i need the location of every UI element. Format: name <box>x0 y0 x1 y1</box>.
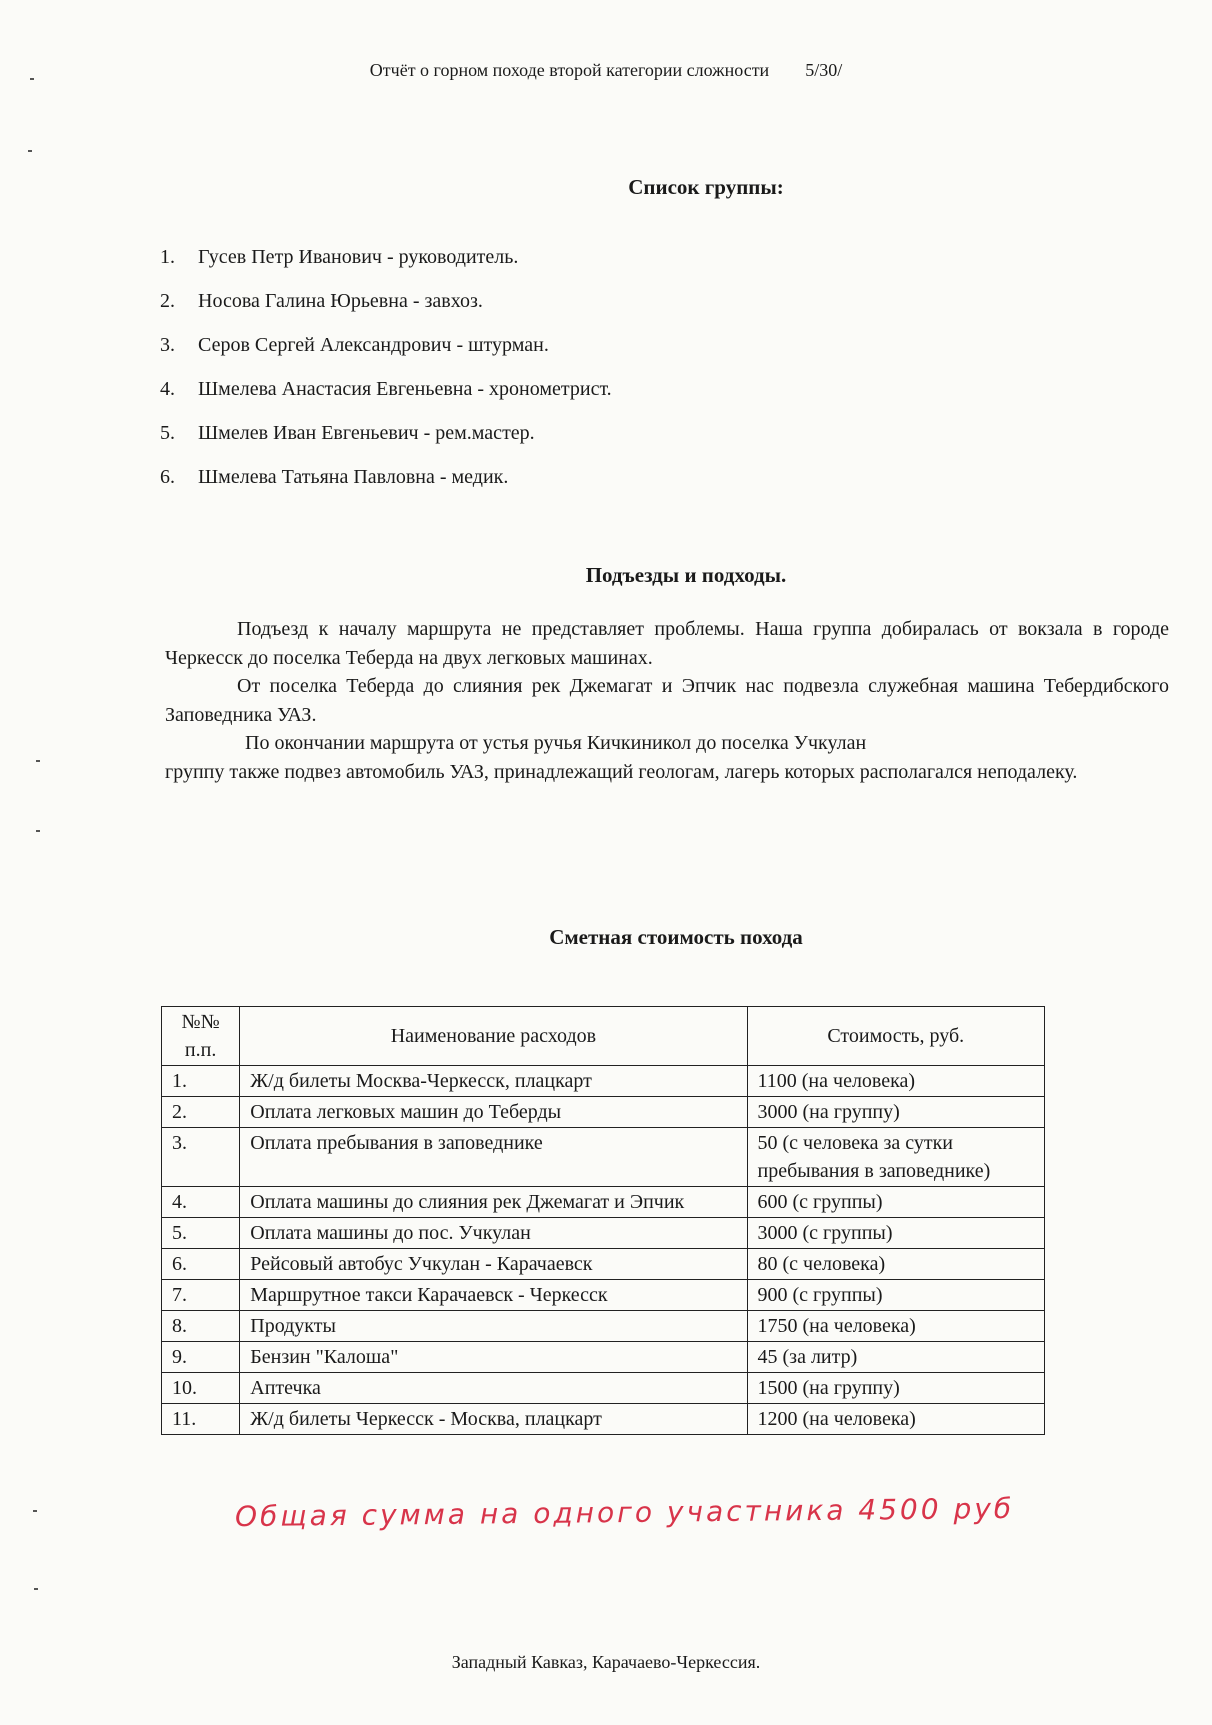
roads-paragraph-3-rest: группу также подвез автомобиль УАЗ, принадлежащий геологам, лагерь которых располагался неподалеку. <box>165 760 1078 783</box>
scan-speck <box>33 1510 37 1512</box>
cost-table <box>161 1006 1045 1435</box>
table-row: 8. Продукты 1750 (на человека) <box>162 1311 1045 1342</box>
scan-speck <box>28 150 32 152</box>
table-row: 2. Оплата легковых машин до Теберды 3000 (на группу) <box>162 1097 1045 1128</box>
roads-title: Подъезды и подходы. <box>585 563 787 587</box>
column-header-number: №№ п.п. <box>162 1007 240 1066</box>
page-header <box>0 60 1212 81</box>
list-item: 2. Носова Галина Юрьевна - завхоз. <box>160 290 483 312</box>
scan-speck <box>36 760 40 762</box>
list-item: 1. Гусев Петр Иванович - руководитель. <box>160 246 519 268</box>
page-footer: Западный Кавказ, Карачаево-Черкессия. <box>451 1652 761 1672</box>
cost-title: Сметная стоимость похода <box>549 925 803 949</box>
scan-speck <box>30 78 34 80</box>
table-row: 7. Маршрутное такси Карачаевск - Черкесск 900 (с группы) <box>162 1280 1045 1311</box>
list-item: 4. Шмелева Анастасия Евгеньевна - хронометрист. <box>160 378 612 400</box>
table-row: 9. Бензин "Калоша" 45 (за литр) <box>162 1342 1045 1373</box>
table-row: 1. Ж/д билеты Москва-Черкесск, плацкарт 1100 (на человека) <box>162 1066 1045 1097</box>
roads-paragraph-2: От поселка Теберда до слияния рек Джемагат и Эпчик нас подвезла служебная машина Тебердибского Заповедника УАЗ. <box>165 675 1169 726</box>
report-title: Отчёт о горном походе второй категории сложности <box>369 60 770 80</box>
scan-speck <box>36 830 40 832</box>
table-row: 6. Рейсовый автобус Учкулан - Карачаевск 80 (с человека) <box>162 1249 1045 1280</box>
list-item: 6. Шмелева Татьяна Павловна - медик. <box>160 466 509 488</box>
roads-text <box>165 615 1169 786</box>
table-header-row <box>162 1007 1045 1066</box>
table-row: 4. Оплата машины до слияния рек Джемагат и Эпчик 600 (с группы) <box>162 1187 1045 1218</box>
list-item: 3. Серов Сергей Александрович - штурман. <box>160 334 549 356</box>
page-number: 5/30/ <box>805 60 843 80</box>
table-row: 5. Оплата машины до пос. Учкулан 3000 (с группы) <box>162 1218 1045 1249</box>
column-header-expense: Наименование расходов <box>240 1007 747 1066</box>
group-members-list <box>160 244 612 508</box>
roads-paragraph-1: Подъезд к началу маршрута не представляет проблемы. Наша группа добиралась от вокзала в городе Черкесск до поселка Теберда на двух легковых машинах. <box>165 618 1169 669</box>
handwritten-total-note: Общая сумма на одного участника 4500 руб <box>234 1491 1015 1534</box>
roads-paragraph-3-line: По окончании маршрута от устья ручья Кичкиникол до поселка Учкулан <box>245 732 867 754</box>
table-row: 10. Аптечка 1500 (на группу) <box>162 1373 1045 1404</box>
column-header-cost: Стоимость, руб. <box>747 1007 1044 1066</box>
table-row: 3. Оплата пребывания в заповеднике 50 (с человека за сутки пребывания в заповеднике) <box>162 1128 1045 1187</box>
list-item: 5. Шмелев Иван Евгеньевич - рем.мастер. <box>160 422 535 444</box>
group-list-title: Список группы: <box>628 175 784 199</box>
scan-speck <box>34 1588 38 1590</box>
table-row: 11. Ж/д билеты Черкесск - Москва, плацкарт 1200 (на человека) <box>162 1404 1045 1435</box>
